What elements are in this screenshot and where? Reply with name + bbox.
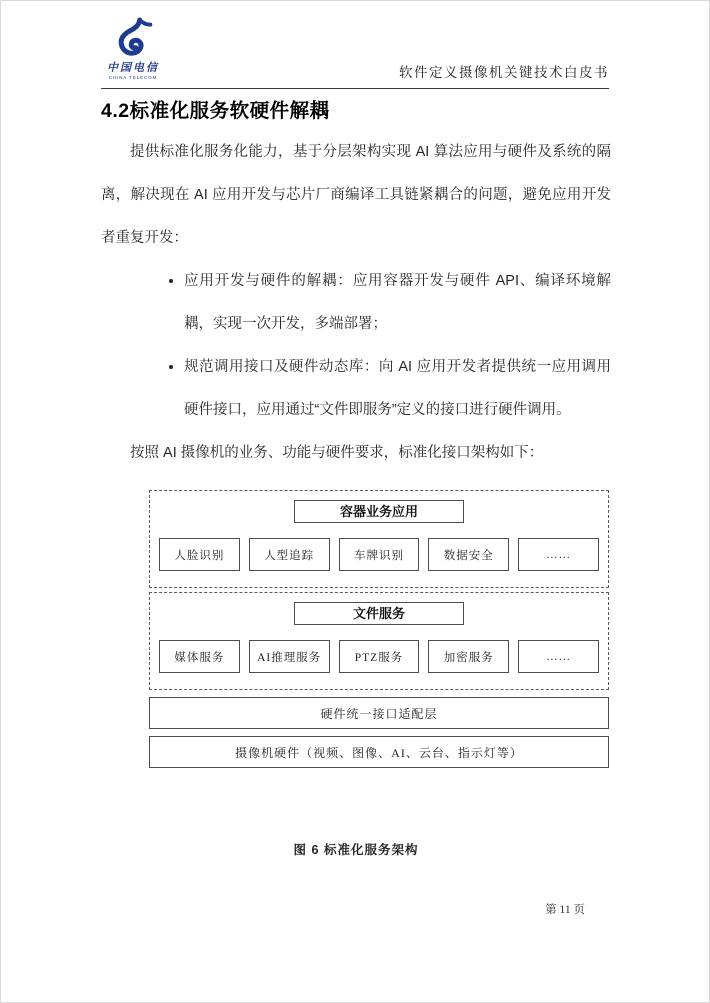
- page-content: [101, 93, 611, 858]
- diagram-item-box: PTZ服务: [339, 640, 420, 673]
- bullet-item: • 规范调用接口及硬件动态库：向 AI 应用开发者提供统一应用调用硬件接口，应用通过“文件即服务”定义的接口进行硬件调用。: [184, 346, 611, 432]
- container-business-group: [149, 490, 609, 588]
- diagram-item-box: ……: [518, 538, 599, 571]
- diagram-item-box: 人型追踪: [249, 538, 330, 571]
- hardware-adapter-layer-bar: 硬件统一接口适配层: [149, 697, 609, 729]
- page-footer: [545, 901, 585, 917]
- group-item-row: [159, 640, 599, 673]
- group-title-box: 容器业务应用: [294, 500, 464, 523]
- diagram-item-box: 加密服务: [428, 640, 509, 673]
- logo-brand-en: CHINA TELECOM: [108, 75, 158, 81]
- logo-brand-cn: 中国电信: [107, 62, 159, 74]
- china-telecom-logo-icon: [113, 17, 153, 59]
- diagram-item-box: 数据安全: [428, 538, 509, 571]
- group-item-row: [159, 538, 599, 571]
- bullet-item: • 应用开发与硬件的解耦：应用容器开发与硬件 API、编译环境解耦，实现一次开发，多端部署；: [184, 260, 611, 346]
- china-telecom-logo: [101, 17, 165, 81]
- standardized-service-diagram: [149, 490, 609, 768]
- architecture-figure: [101, 490, 611, 858]
- lead-in-paragraph: 按照 AI 摄像机的业务、功能与硬件要求，标准化接口架构如下：: [130, 445, 544, 461]
- figure-caption: 图 6 标准化服务架构: [293, 843, 419, 857]
- page-number: 第 11 页: [545, 904, 585, 916]
- intro-paragraph: 提供标准化服务化能力，基于分层架构实现 AI 算法应用与硬件及系统的隔离，解决现在 AI 应用开发与芯片厂商编译工具链紧耦合的问题，避免应用开发者重复开发：: [101, 144, 611, 246]
- camera-hardware-layer-bar: 摄像机硬件（视频、图像、AI、云台、指示灯等）: [149, 736, 609, 768]
- diagram-item-box: 人脸识别: [159, 538, 240, 571]
- diagram-item-box: 车牌识别: [339, 538, 420, 571]
- diagram-item-box: AI推理服务: [249, 640, 330, 673]
- group-title-box: 文件服务: [294, 602, 464, 625]
- document-title: 软件定义摄像机关键技术白皮书: [399, 65, 609, 80]
- section-heading: 4.2标准化服务软硬件解耦: [101, 100, 330, 122]
- header-rule: [101, 88, 609, 89]
- page-header: [101, 15, 609, 87]
- file-service-group: [149, 592, 609, 690]
- bullet-list: [101, 260, 611, 432]
- diagram-item-box: 媒体服务: [159, 640, 240, 673]
- diagram-item-box: ……: [518, 640, 599, 673]
